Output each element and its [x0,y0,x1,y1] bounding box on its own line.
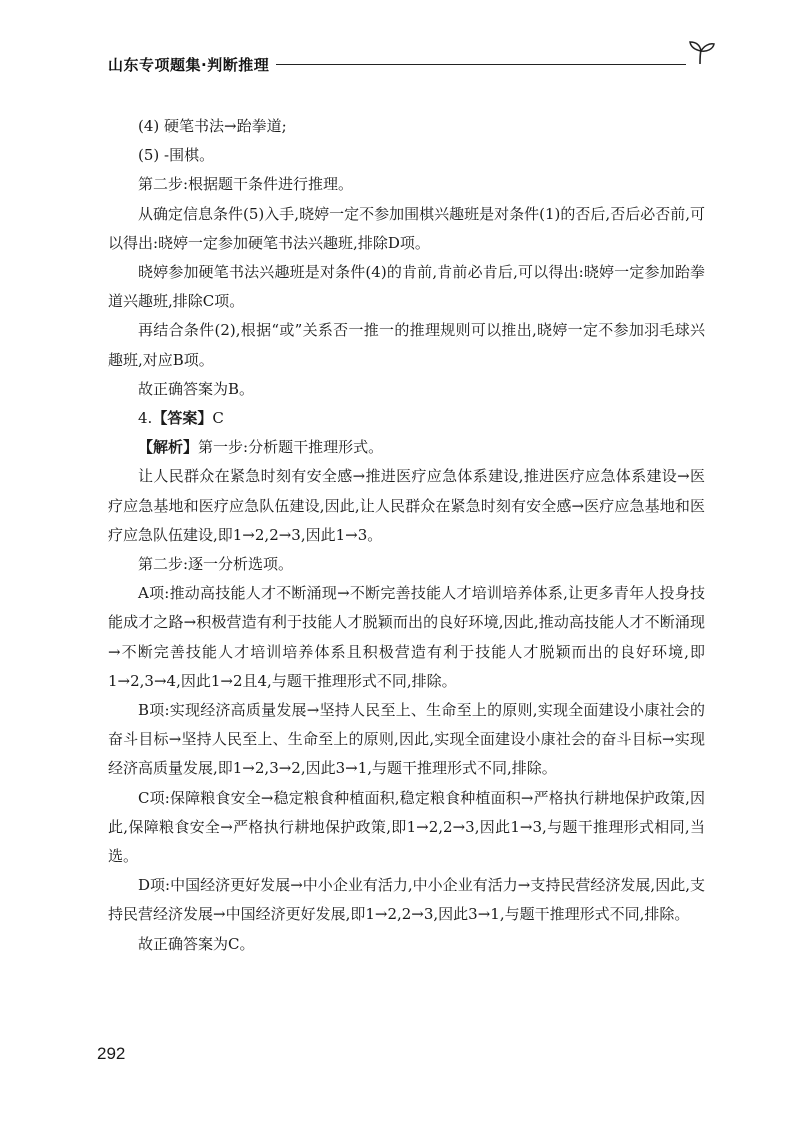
main-content [108,112,705,959]
header-divider [276,64,686,65]
text-paragraph: (5) -围棋。 [138,146,215,165]
text-paragraph: 从确定信息条件(5)入手,晓婷一定不参加围棋兴趣班是对条件(1)的否后,否后必否前,可以得出:晓婷一定参加硬笔书法兴趣班,排除D项。 [108,204,705,252]
sprout-icon [686,40,716,66]
text-paragraph: 第二步:逐一分析选项。 [138,555,294,574]
text-paragraph: 故正确答案为C。 [138,934,255,953]
text-paragraph: (4) 硬笔书法→跆拳道; [138,117,287,135]
answer-line [108,404,705,433]
text-paragraph: 第二步:根据题干条件进行推理。 [138,175,354,194]
text-paragraph: 故正确答案为B。 [138,379,255,398]
page-number: 292 [97,1044,126,1063]
answer-label: 【答案】 [152,409,213,428]
book-title: 山东专项题集·判断推理 [108,56,270,74]
text-paragraph: 让人民群众在紧急时刻有安全感→推进医疗应急体系建设,推进医疗应急体系建设→医疗应急基地和医疗应急队伍建设,因此,让人民群众在紧急时刻有安全感→医疗应急基地和医疗应急队伍建设,即1→2,2→3,因此1→3。 [108,467,705,544]
text-paragraph: C项:保障粮食安全→稳定粮食种植面积,稳定粮食种植面积→严格执行耕地保护政策,因此,保障粮食安全→严格执行耕地保护政策,即1→2,2→3,因此1→3,与题干推理形式相同,当选。 [108,788,705,866]
text-paragraph: 晓婷参加硬笔书法兴趣班是对条件(4)的肯前,肯前必肯后,可以得出:晓婷一定参加跆拳道兴趣班,排除C项。 [108,263,705,311]
running-header [108,48,713,78]
analysis-label: 【解析】 [138,438,199,457]
text-paragraph: B项:实现经济高质量发展→坚持人民至上、生命至上的原则,实现全面建设小康社会的奋斗目标→坚持人民至上、生命至上的原则,因此,实现全面建设小康社会的奋斗目标→实现经济高质量发展,即1→2,3→2,因此3→1,与题干推理形式不同,排除。 [108,701,705,778]
text-paragraph: A项:推动高技能人才不断涌现→不断完善技能人才培训培养体系,让更多青年人投身技能成才之路→积极营造有利于技能人才脱颖而出的良好环境,因此,推动高技能人才不断涌现→不断完善技能人才培训培养体系且积极营造有利于技能人才脱颖而出的良好环境,即1→2,3→4,因此1→2且4,与题干推理形式不同,排除。 [108,584,705,690]
analysis-line [108,433,705,462]
text-paragraph: 再结合条件(2),根据“或”关系否一推一的推理规则可以推出,晓婷一定不参加羽毛球兴趣班,对应B项。 [108,321,705,369]
text-paragraph: D项:中国经济更好发展→中小企业有活力,中小企业有活力→支持民营经济发展,因此,支持民营经济发展→中国经济更好发展,即1→2,2→3,因此3→1,与题干推理形式不同,排除。 [108,876,705,924]
answer-value: C [212,409,224,428]
analysis-text: 第一步:分析题干推理形式。 [198,438,384,457]
question-number: 4. [138,409,153,428]
